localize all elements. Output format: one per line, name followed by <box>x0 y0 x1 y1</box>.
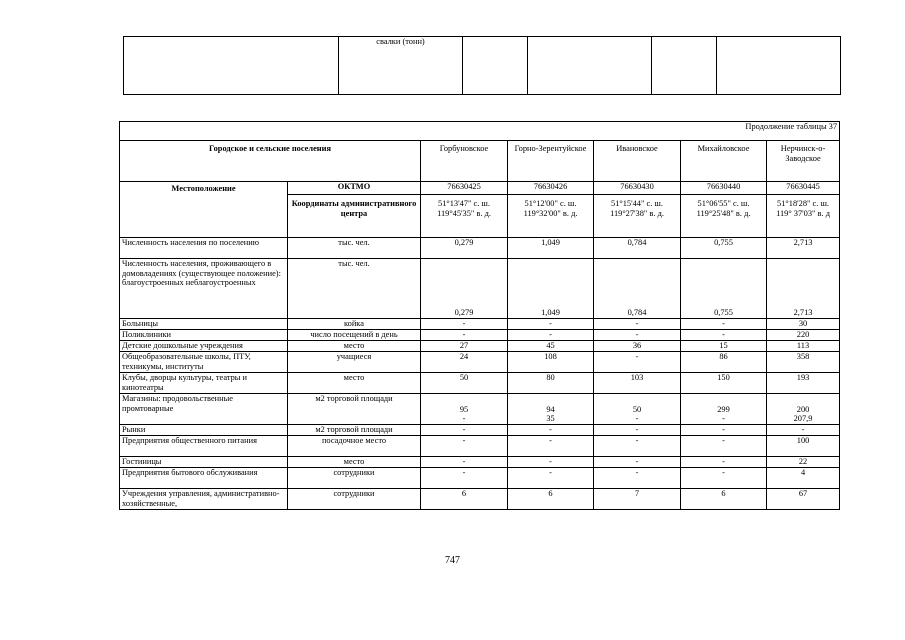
row-label: Поликлиники <box>120 330 288 341</box>
row-unit: место <box>288 341 421 352</box>
row-unit: койка <box>288 319 421 330</box>
cell-value: - <box>681 436 767 457</box>
oktmo-value: 76630430 <box>594 182 681 195</box>
cell-value: - <box>462 414 466 424</box>
row-unit: тыс. чел. <box>288 259 421 319</box>
location-label: Местоположение <box>120 182 288 238</box>
settlement-name: Михайловское <box>681 141 767 182</box>
cell-value: 36 <box>594 341 681 352</box>
settlements-label: Городское и сельские поселения <box>120 141 421 182</box>
table-row <box>120 141 840 182</box>
cell-value: 15 <box>681 341 767 352</box>
cell-value: 67 <box>767 489 840 510</box>
cell-value: - <box>594 319 681 330</box>
row-label: Рынки <box>120 425 288 436</box>
cell-value: 299 <box>717 404 730 414</box>
cell-value: - <box>681 468 767 489</box>
cell-value: 0,755 <box>681 259 767 319</box>
row-label: Детские дошкольные учреждения <box>120 341 288 352</box>
coords-value: 51°18'28" с. ш. 119° 37'03" в. д <box>767 195 840 238</box>
cell-value: 6 <box>421 489 508 510</box>
row-label: Численность населения, проживающего в домовладениях (существующее положение): благоустроенных неблагоустроенных <box>120 259 288 319</box>
settlement-name: Нерчинск-о-Заводское <box>767 141 840 182</box>
oktmo-label: ОКТМО <box>288 182 421 195</box>
empty-cell <box>528 37 652 95</box>
cell-value-pair <box>767 394 840 425</box>
main-table <box>119 121 840 510</box>
cell-value: - <box>421 319 508 330</box>
page-number: 747 <box>445 555 460 566</box>
previous-table-fragment <box>123 36 841 95</box>
oktmo-value: 76630440 <box>681 182 767 195</box>
row-unit: тыс. чел. <box>288 238 421 259</box>
coords-label: Координаты административного центра <box>288 195 421 238</box>
coords-value: 51°06'55" с. ш. 119°25'48" в. д. <box>681 195 767 238</box>
cell-value: - <box>594 457 681 468</box>
cell-value: - <box>594 436 681 457</box>
cell-value-pair <box>681 394 767 425</box>
cell-value: 113 <box>767 341 840 352</box>
cell-value: 193 <box>767 373 840 394</box>
cell-value: 103 <box>594 373 681 394</box>
table-row <box>120 122 840 141</box>
cell-value: 200 <box>796 404 810 414</box>
cell-value-pair <box>508 394 594 425</box>
cell-value: 22 <box>767 457 840 468</box>
cell-value: 4 <box>767 468 840 489</box>
table-row <box>120 182 840 195</box>
cell-value: 150 <box>681 373 767 394</box>
row-unit: место <box>288 457 421 468</box>
table-row <box>120 341 840 352</box>
table-row <box>120 436 840 457</box>
cell-value: 6 <box>681 489 767 510</box>
cell-value: 0,279 <box>421 259 508 319</box>
cell-value: 24 <box>421 352 508 373</box>
row-unit: посадочное место <box>288 436 421 457</box>
cell-value: 220 <box>767 330 840 341</box>
row-label: Общеобразовательные школы, ПТУ, техникумы, институты <box>120 352 288 373</box>
cell-value: 50 <box>421 373 508 394</box>
oktmo-value: 76630426 <box>508 182 594 195</box>
cell-value: - <box>635 414 639 424</box>
table-row <box>120 330 840 341</box>
cell-value: - <box>681 319 767 330</box>
row-label: Предприятия бытового обслуживания <box>120 468 288 489</box>
cell-value: - <box>681 330 767 341</box>
table-row <box>120 468 840 489</box>
cell-value: - <box>681 457 767 468</box>
coords-value: 51°12'00" с. ш. 119°32'00" в. д. <box>508 195 594 238</box>
cell-value: - <box>508 319 594 330</box>
cell-value: - <box>508 468 594 489</box>
table-row <box>120 259 840 319</box>
cell-value: 7 <box>594 489 681 510</box>
top-fragment-cell: свалки (тонн) <box>339 37 463 95</box>
coords-value: 51°13'47" с. ш. 119°45'35" в. д. <box>421 195 508 238</box>
cell-value: 0,784 <box>594 259 681 319</box>
table-row <box>120 238 840 259</box>
cell-value: - <box>681 425 767 436</box>
cell-value: 2,713 <box>767 259 840 319</box>
settlement-name: Ивановское <box>594 141 681 182</box>
table-row <box>120 425 840 436</box>
cell-value: 94 <box>546 404 555 414</box>
cell-value: - <box>508 330 594 341</box>
cell-value: - <box>421 425 508 436</box>
empty-cell <box>717 37 841 95</box>
table-row <box>120 319 840 330</box>
empty-cell <box>124 37 339 95</box>
cell-value: 358 <box>767 352 840 373</box>
settlement-name: Горно-Зерентуйское <box>508 141 594 182</box>
cell-value-pair <box>421 394 508 425</box>
cell-value: - <box>421 468 508 489</box>
cell-value: 45 <box>508 341 594 352</box>
row-label: Учреждения управления, административно-хозяйственные, <box>120 489 288 510</box>
empty-cell <box>463 37 528 95</box>
cell-value: - <box>508 436 594 457</box>
row-label: Больницы <box>120 319 288 330</box>
table-row <box>120 394 840 425</box>
cell-value-pair <box>594 394 681 425</box>
cell-value: - <box>508 457 594 468</box>
cell-value: - <box>594 425 681 436</box>
cell-value: 27 <box>421 341 508 352</box>
row-label: Предприятия общественного питания <box>120 436 288 457</box>
cell-value: - <box>594 330 681 341</box>
table-row <box>120 489 840 510</box>
cell-value: 0,279 <box>421 238 508 259</box>
cell-value: 108 <box>508 352 594 373</box>
cell-value: 6 <box>508 489 594 510</box>
cell-value: - <box>421 436 508 457</box>
row-unit: число посещений в день <box>288 330 421 341</box>
cell-value: 207,9 <box>793 414 813 424</box>
table-row <box>124 37 841 95</box>
cell-value: 100 <box>767 436 840 457</box>
cell-value: - <box>594 352 681 373</box>
row-unit: место <box>288 373 421 394</box>
row-unit: м2 торговой площади <box>288 394 421 425</box>
row-unit: сотрудники <box>288 489 421 510</box>
coords-value: 51°15'44" с. ш. 119°27'38" в. д. <box>594 195 681 238</box>
cell-value: 95 <box>459 404 469 414</box>
row-label: Численность населения по поселению <box>120 238 288 259</box>
continuation-caption: Продолжение таблицы 37 <box>120 122 840 141</box>
cell-value: - <box>421 457 508 468</box>
row-unit: м2 торговой площади <box>288 425 421 436</box>
cell-value: - <box>421 330 508 341</box>
cell-value: - <box>594 468 681 489</box>
cell-value: 35 <box>546 414 555 424</box>
oktmo-value: 76630425 <box>421 182 508 195</box>
row-label: Гостиницы <box>120 457 288 468</box>
empty-cell <box>652 37 717 95</box>
table-row <box>120 373 840 394</box>
cell-value: 0,784 <box>594 238 681 259</box>
cell-value: - <box>722 414 725 424</box>
oktmo-value: 76630445 <box>767 182 840 195</box>
table-row <box>120 457 840 468</box>
cell-value: 1,049 <box>508 259 594 319</box>
row-unit: учащиеся <box>288 352 421 373</box>
cell-value: - <box>767 425 840 436</box>
cell-value: 80 <box>508 373 594 394</box>
row-unit: сотрудники <box>288 468 421 489</box>
cell-value: 50 <box>632 404 642 414</box>
cell-value: - <box>508 425 594 436</box>
cell-value: 2,713 <box>767 238 840 259</box>
table-row <box>120 352 840 373</box>
row-label: Клубы, дворцы культуры, театры и кинотеатры <box>120 373 288 394</box>
cell-value: 1,049 <box>508 238 594 259</box>
row-label: Магазины: продовольственные промтоварные <box>120 394 288 425</box>
cell-value: 0,755 <box>681 238 767 259</box>
cell-value: 30 <box>767 319 840 330</box>
cell-value: 86 <box>681 352 767 373</box>
settlement-name: Горбуновское <box>421 141 508 182</box>
